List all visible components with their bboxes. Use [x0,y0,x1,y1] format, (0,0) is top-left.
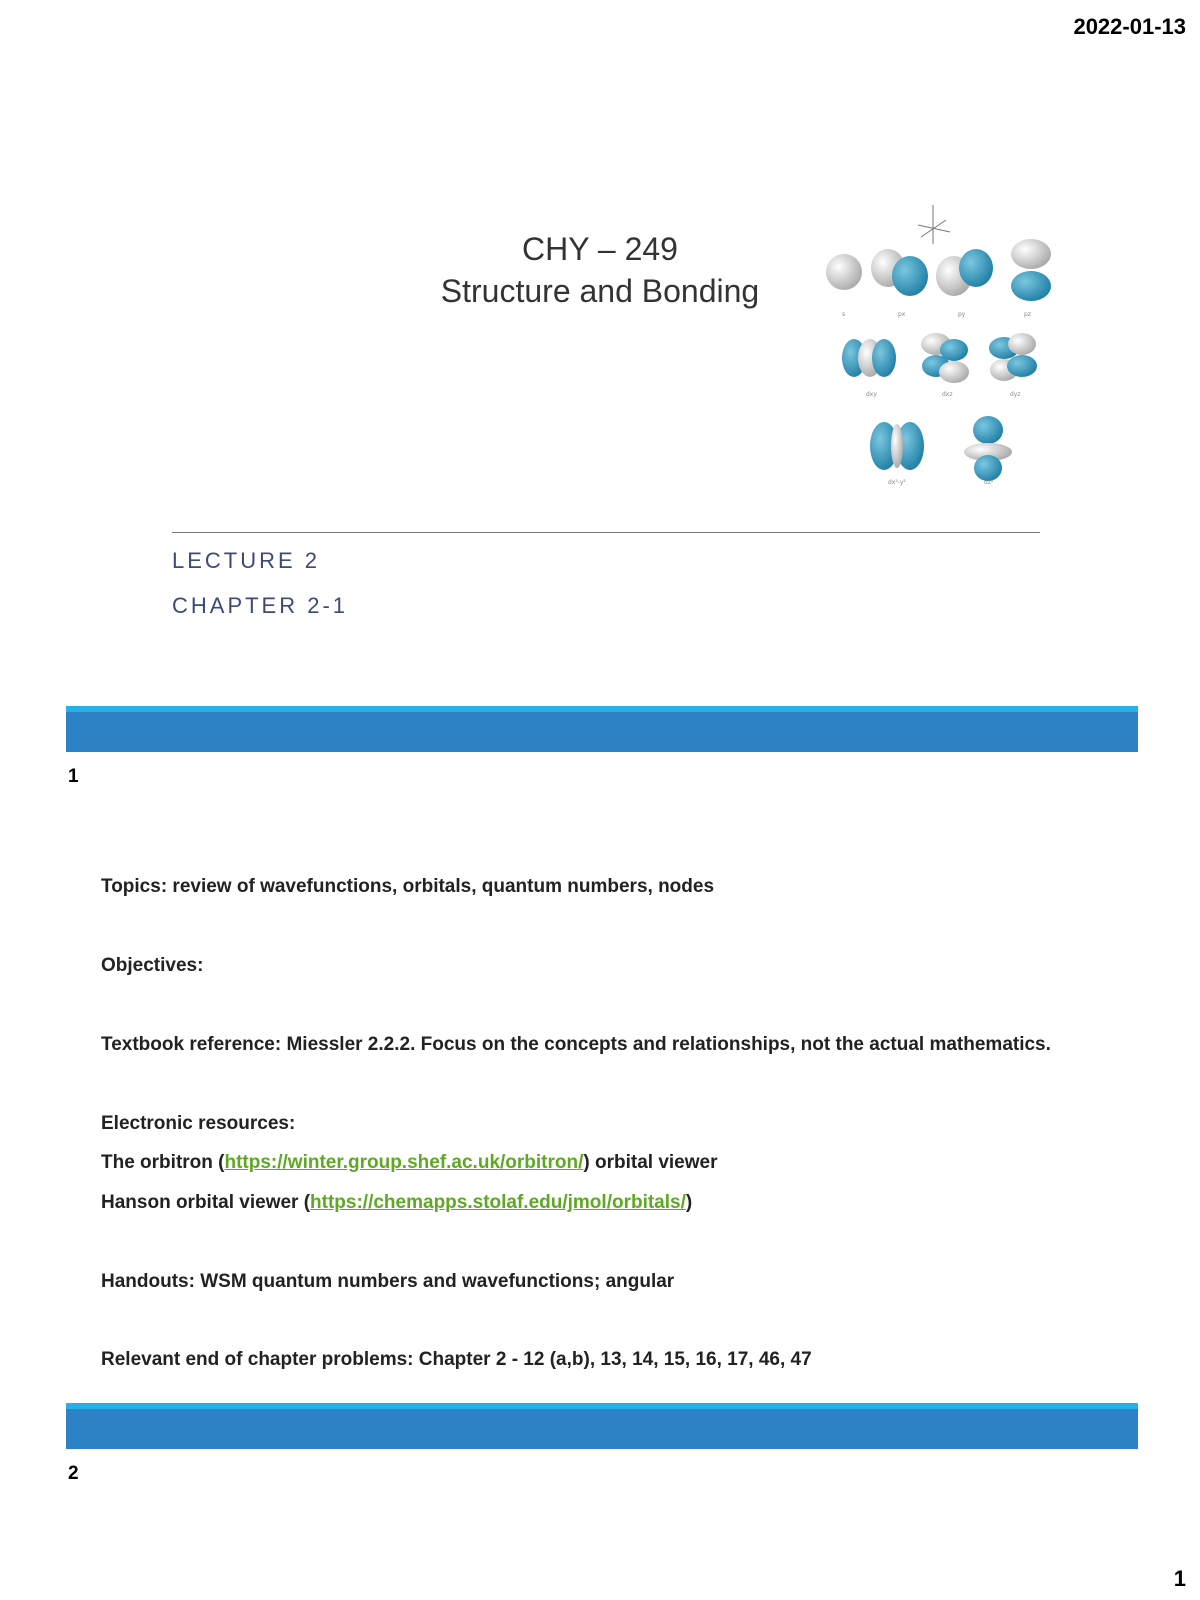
lecture-label: LECTURE 2 [172,548,321,573]
handouts-text: Handouts: WSM quantum numbers and wavefunctions; angular [101,1271,675,1292]
problems-text: Relevant end of chapter problems: Chapter 2 - 12 (a,b), 13, 14, 15, 16, 17, 46, 47 [101,1349,812,1370]
slide-bar [66,1409,1138,1449]
svg-text:px: px [898,311,906,318]
svg-text:dxz: dxz [942,391,953,398]
divider [172,532,1040,533]
hanson-suffix: ) [685,1192,693,1213]
slide-number: 1 [68,766,79,787]
orbitron-prefix: The orbitron ( [101,1152,225,1173]
hanson-resource [101,1192,692,1214]
svg-text:dxy: dxy [866,391,877,398]
topics-text: Topics: review of wavefunctions, orbitals, quantum numbers, nodes [101,876,715,897]
svg-text:dyz: dyz [1010,391,1021,398]
orbitron-resource [101,1152,718,1174]
course-name: Structure and Bonding [440,273,760,309]
hanson-prefix: Hanson orbital viewer ( [101,1192,311,1213]
svg-text:s: s [842,311,846,318]
slide-title [400,228,800,312]
objectives-text: Objectives: [101,955,204,976]
textbook-text: Textbook reference: Miessler 2.2.2. Focus on the concepts and relationships, not the actual mathematics. [101,1034,1051,1055]
orbital-shapes-icon [826,200,1076,510]
svg-text:dx²-y²: dx²-y² [888,479,906,486]
svg-text:py: py [958,311,966,318]
electronic-resources-heading: Electronic resources: [101,1113,296,1134]
page-number: 1 [1173,1566,1186,1591]
orbitron-link[interactable]: https://winter.group.shef.ac.uk/orbitron/ [224,1152,584,1173]
svg-text:pz: pz [1024,311,1031,318]
svg-text:dz²: dz² [984,479,994,486]
document-date: 2022-01-13 [1073,14,1186,39]
orbitron-suffix: ) orbital viewer [583,1152,718,1173]
slide-number: 2 [68,1463,79,1484]
slide-bar [66,712,1138,752]
course-code: CHY – 249 [522,231,678,267]
chapter-label: CHAPTER 2-1 [172,593,349,618]
hanson-link[interactable]: https://chemapps.stolaf.edu/jmol/orbitals/ [310,1192,686,1213]
